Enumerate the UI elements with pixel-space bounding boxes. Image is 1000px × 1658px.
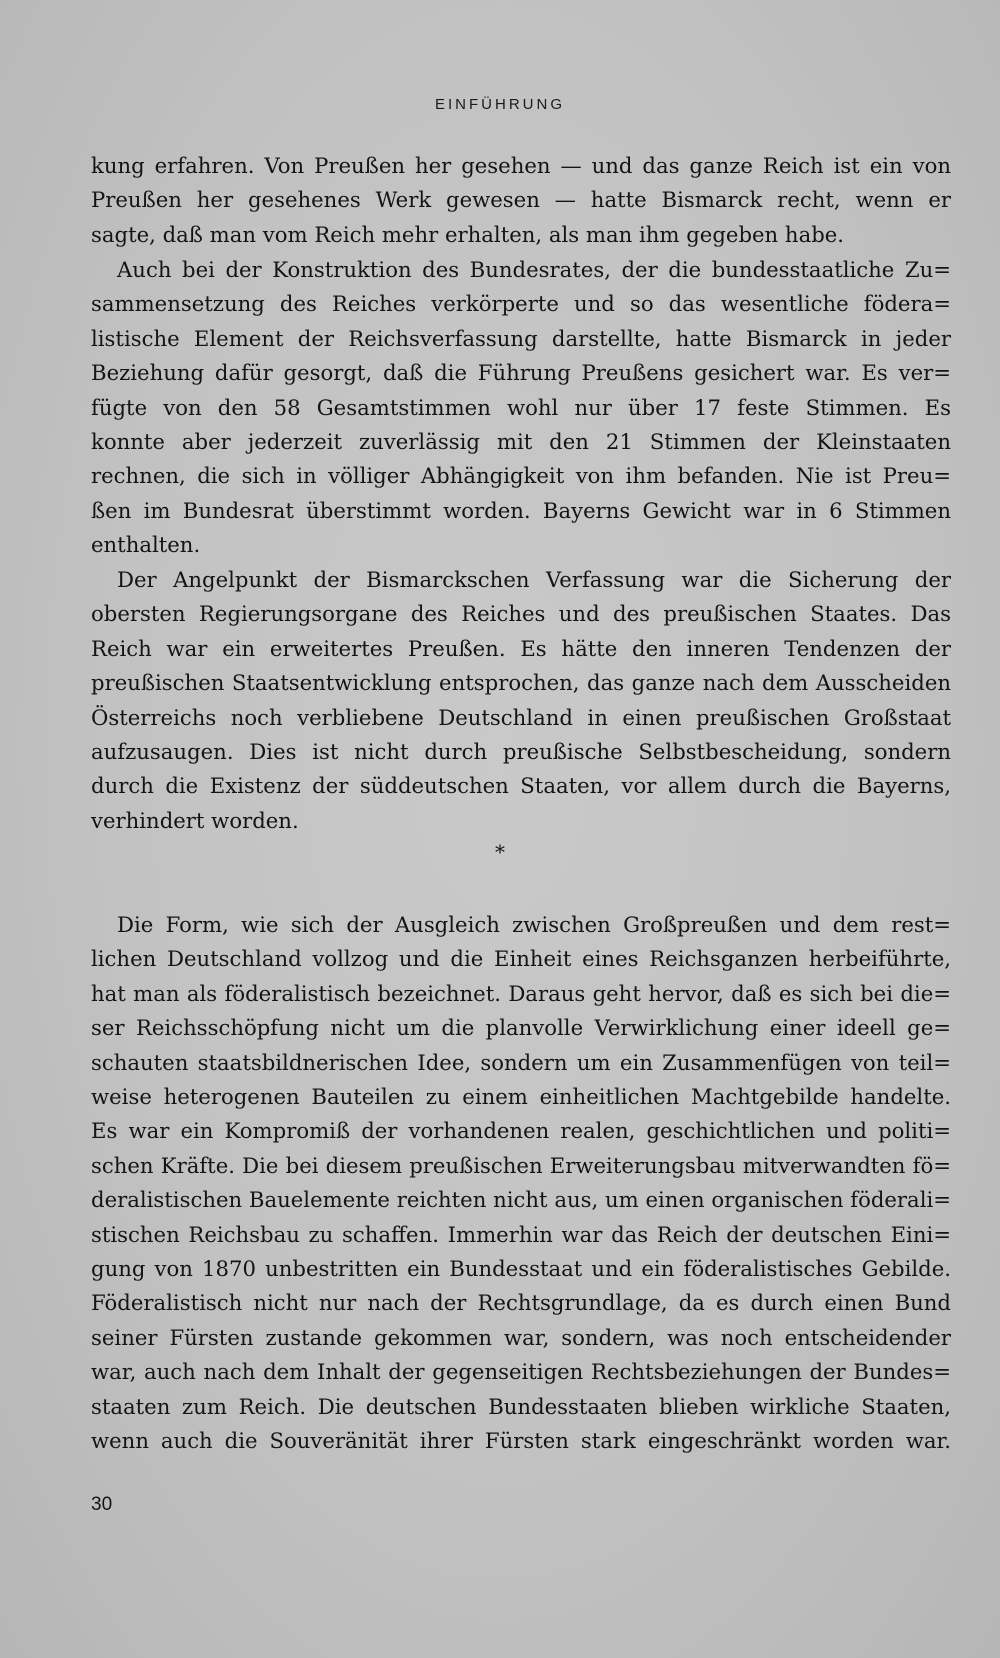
text-line: Auch bei der Konstruktion des Bundesrates, der die bundesstaatliche Zu= [117, 257, 951, 282]
text-line: gung von 1870 unbestritten ein Bundesstaat und ein föderalistisches Gebilde. [91, 1256, 951, 1282]
text-line: sammensetzung des Reiches verkörperte und so das wesentliche födera= [91, 291, 951, 317]
text-line: ßen im Bundesrat überstimmt worden. Bayerns Gewicht war in 6 Stimmen [91, 497, 951, 523]
text-line: weise heterogenen Bauteilen zu einem einheitlichen Machtgebilde handelte. [91, 1084, 951, 1110]
text-line: konnte aber jederzeit zuverlässig mit den 21 Stimmen der Kleinstaaten [91, 429, 951, 455]
text-line: Föderalistisch nicht nur nach der Rechtsgrundlage, da es durch einen Bund [91, 1290, 951, 1316]
text-line: seiner Fürsten zustande gekommen war, sondern, was noch entscheidender [91, 1324, 951, 1350]
running-head: EINFÜHRUNG [435, 96, 565, 113]
text-line: enthalten. [91, 532, 201, 558]
text-line: Beziehung dafür gesorgt, daß die Führung Preußens gesichert war. Es ver= [91, 360, 951, 386]
text-line: deralistischen Bauelemente reichten nicht aus, um einen organischen föderali= [91, 1187, 951, 1213]
paragraph-2 [91, 253, 951, 563]
text-line: listische Element der Reichsverfassung darstellte, hatte Bismarck in jeder [91, 325, 951, 351]
text-line: wenn auch die Souveränität ihrer Fürsten stark eingeschränkt worden war. [91, 1428, 951, 1454]
text-line: Es war ein Kompromiß der vorhandenen realen, geschichtlichen und politi= [91, 1118, 951, 1144]
text-line: Der Angelpunkt der Bismarckschen Verfassung war die Sicherung der [117, 567, 951, 592]
text-line: Preußen her gesehenes Werk gewesen — hatte Bismarck recht, wenn er [91, 187, 951, 213]
text-line: ser Reichsschöpfung nicht um die planvolle Verwirklichung einer ideell ge= [91, 1015, 951, 1041]
text-line: Österreichs noch verbliebene Deutschland in einen preußischen Großstaat [91, 704, 951, 730]
text-line: rechnen, die sich in völliger Abhängigkeit von ihm befanden. Nie ist Preu= [91, 463, 951, 489]
paragraph-1 [91, 149, 951, 252]
text-line: Reich war ein erweitertes Preußen. Es hätte den inneren Tendenzen der [91, 635, 951, 661]
text-line: hat man als föderalistisch bezeichnet. Daraus geht hervor, daß es sich bei die= [91, 980, 951, 1006]
text-line: verhindert worden. [91, 807, 299, 833]
text-line: stischen Reichsbau zu schaffen. Immerhin war das Reich der deutschen Eini= [91, 1221, 951, 1247]
text-line: staaten zum Reich. Die deutschen Bundesstaaten blieben wirkliche Staaten, [91, 1393, 951, 1419]
page-number: 30 [91, 1494, 113, 1515]
text-line: preußischen Staatsentwicklung entsprochen, das ganze nach dem Ausscheiden [91, 670, 951, 696]
text-line: schen Kräfte. Die bei diesem preußischen Erweiterungsbau mitverwandten fö= [91, 1152, 951, 1178]
text-line: aufzusaugen. Dies ist nicht durch preußische Selbstbescheidung, sondern [91, 739, 951, 765]
paragraph-3 [91, 563, 951, 838]
text-line: fügte von den 58 Gesamtstimmen wohl nur über 17 feste Stimmen. Es [91, 394, 951, 420]
text-line: sagte, daß man vom Reich mehr erhalten, als man ihm gegeben habe. [91, 221, 845, 247]
text-line: lichen Deutschland vollzog und die Einheit eines Reichsganzen herbeiführte, [91, 946, 951, 972]
text-line: durch die Existenz der süddeutschen Staaten, vor allem durch die Bayerns, [91, 773, 951, 799]
text-line: kung erfahren. Von Preußen her gesehen — und das ganze Reich ist ein von [91, 153, 951, 178]
text-line: obersten Regierungsorgane des Reiches und des preußischen Staates. Das [91, 601, 951, 627]
text-line: Die Form, wie sich der Ausgleich zwischen Großpreußen und dem rest= [117, 912, 951, 937]
text-line: war, auch nach dem Inhalt der gegenseitigen Rechtsbeziehungen der Bundes= [91, 1359, 951, 1385]
text-line: schauten staatsbildnerischen Idee, sondern um ein Zusammenfügen von teil= [91, 1049, 951, 1075]
section-separator: * [495, 840, 505, 864]
paragraph-4 [91, 908, 951, 1459]
